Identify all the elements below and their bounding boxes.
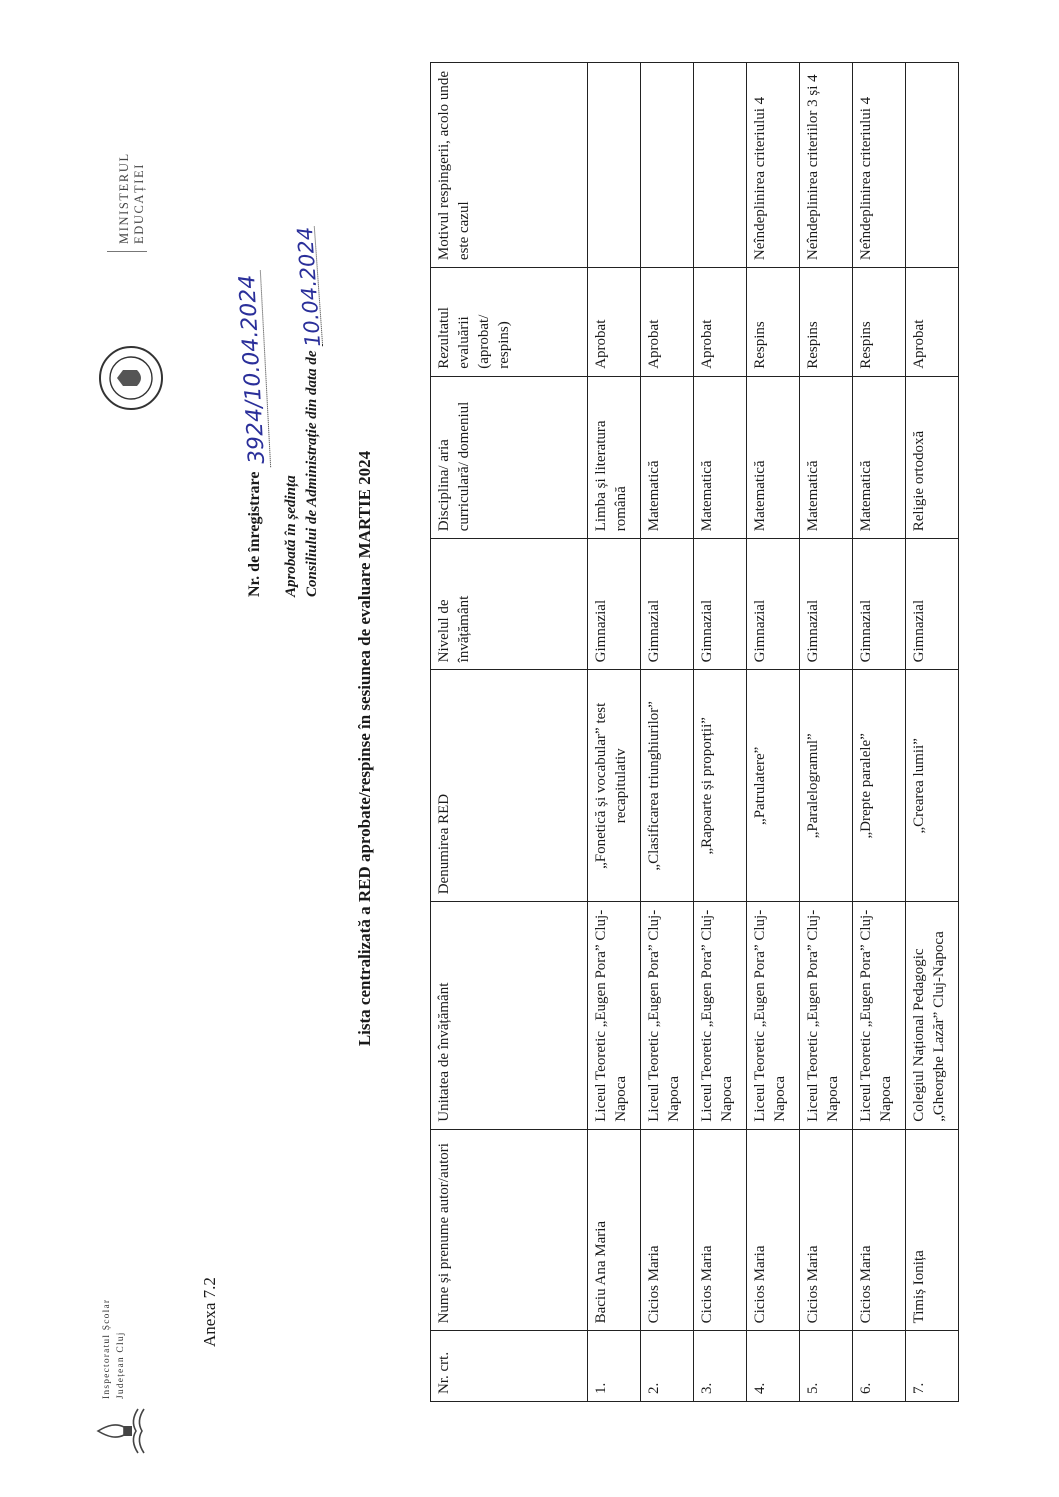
- table-cell: „Drepte paralele”: [853, 670, 906, 902]
- logo-divider: [107, 251, 147, 252]
- table-cell: Baciu Ana Maria: [588, 1129, 641, 1331]
- institution-county: Județean Cluj: [116, 1331, 126, 1399]
- table-cell: Aprobat: [588, 268, 641, 377]
- isj-logo: [92, 1247, 152, 1457]
- table-cell: Gimnazial: [747, 539, 800, 670]
- red-table: [430, 62, 959, 1402]
- table-cell: Gimnazial: [641, 539, 694, 670]
- registration-line: [235, 270, 270, 597]
- table-cell: Aprobat: [906, 268, 959, 377]
- table-cell: Gimnazial: [906, 539, 959, 670]
- table-cell: Colegiul Național Pedagogic „Gheorghe Lazăr” Cluj-Napoca: [906, 902, 959, 1129]
- table-cell: „Fonetică și vocabular” test recapitulativ: [588, 670, 641, 902]
- document-title: Lista centralizată a RED aprobate/respinse în sesiunea de evaluare MARTIE 2024: [355, 450, 374, 1047]
- institution-name: Inspectoratul Școlar: [102, 1298, 112, 1399]
- header-cell: Nr. crt.: [431, 1331, 588, 1402]
- table-cell: Cicios Maria: [694, 1129, 747, 1331]
- table-cell: Religie ortodoxă: [906, 376, 959, 538]
- table-cell: „Rapoarte și proporții”: [694, 670, 747, 902]
- table-cell: „Clasificarea triunghiurilor”: [641, 670, 694, 902]
- table-cell: Respins: [800, 268, 853, 377]
- table-cell: Cicios Maria: [747, 1129, 800, 1331]
- table-cell: [906, 63, 959, 268]
- table-cell: Neîndeplinirea criteriului 4: [853, 63, 906, 268]
- table-cell: Liceul Teoretic „Eugen Pora” Cluj-Napoca: [747, 902, 800, 1129]
- table-cell: „Crearea lumii”: [906, 670, 959, 902]
- government-seal-icon: [97, 344, 165, 412]
- annex-label: Anexa 7.2: [200, 1277, 219, 1347]
- registration-label: Nr. de înregistrare: [246, 471, 263, 597]
- table-row: [906, 63, 959, 1402]
- table-cell: 7.: [906, 1331, 959, 1402]
- ministry-name: MINISTERUL EDUCAȚIEI: [117, 152, 146, 244]
- table-cell: 3.: [694, 1331, 747, 1402]
- table-row: [800, 63, 853, 1402]
- table-cell: Cicios Maria: [641, 1129, 694, 1331]
- table-cell: Liceul Teoretic „Eugen Pora” Cluj-Napoca: [800, 902, 853, 1129]
- table-cell: Cicios Maria: [800, 1129, 853, 1331]
- table-cell: Timiș Ionița: [906, 1129, 959, 1331]
- header-cell: Nivelul de învățământ: [431, 539, 588, 670]
- registration-number: 3924/10.04.2024: [235, 270, 271, 468]
- approval-line-1: Aprobată în ședința: [283, 475, 299, 597]
- table-cell: 1.: [588, 1331, 641, 1402]
- table-row: [853, 63, 906, 1402]
- approval-date: 10.04.2024: [292, 225, 326, 348]
- table-row: [747, 63, 800, 1402]
- table-cell: Aprobat: [694, 268, 747, 377]
- isj-emblem-icon: [94, 1405, 150, 1457]
- table-row: [641, 63, 694, 1402]
- table-cell: Respins: [747, 268, 800, 377]
- table-cell: Matematică: [641, 376, 694, 538]
- table-cell: Liceul Teoretic „Eugen Pora” Cluj-Napoca: [641, 902, 694, 1129]
- header-cell: Unitatea de învățământ: [431, 902, 588, 1129]
- table-cell: Liceul Teoretic „Eugen Pora” Cluj-Napoca: [694, 902, 747, 1129]
- header-cell: Nume și prenume autor/autori: [431, 1129, 588, 1331]
- table-cell: Gimnazial: [800, 539, 853, 670]
- approval-block: [282, 225, 326, 597]
- table-header-row: [431, 63, 588, 1402]
- table-cell: [694, 63, 747, 268]
- table-cell: Neîndeplinirea criteriului 4: [747, 63, 800, 268]
- table-cell: Gimnazial: [694, 539, 747, 670]
- table-cell: Aprobat: [641, 268, 694, 377]
- table-cell: Liceul Teoretic „Eugen Pora” Cluj-Napoca: [853, 902, 906, 1129]
- table-cell: Gimnazial: [588, 539, 641, 670]
- table-cell: Matematică: [694, 376, 747, 538]
- table-cell: Liceul Teoretic „Eugen Pora” Cluj-Napoca: [588, 902, 641, 1129]
- table-cell: Respins: [853, 268, 906, 377]
- table-cell: Matematică: [853, 376, 906, 538]
- government-logo: [95, 72, 165, 432]
- table-cell: Neîndeplinirea criteriilor 3 și 4: [800, 63, 853, 268]
- table-row: [694, 63, 747, 1402]
- table-row: [588, 63, 641, 1402]
- header-cell: Rezultatul evaluării (aprobat/ respins): [431, 268, 588, 377]
- table-cell: Matematică: [747, 376, 800, 538]
- table-cell: 4.: [747, 1331, 800, 1402]
- table-cell: Gimnazial: [853, 539, 906, 670]
- header-cell: Denumirea RED: [431, 670, 588, 902]
- table-cell: „Paralelogramul”: [800, 670, 853, 902]
- table-cell: Matematică: [800, 376, 853, 538]
- header-cell: Motivul respingerii, acolo unde este cazul: [431, 63, 588, 268]
- table-cell: 6.: [853, 1331, 906, 1402]
- table-cell: [641, 63, 694, 268]
- header-cell: Disciplina/ aria curriculară/ domeniul: [431, 376, 588, 538]
- approval-line-2: Consiliului de Administrație din data de: [304, 350, 320, 597]
- table-cell: Cicios Maria: [853, 1129, 906, 1331]
- table-cell: 2.: [641, 1331, 694, 1402]
- table-cell: 5.: [800, 1331, 853, 1402]
- table-cell: Limba și literatura română: [588, 376, 641, 538]
- table-cell: [588, 63, 641, 268]
- table-cell: „Patrulatere”: [747, 670, 800, 902]
